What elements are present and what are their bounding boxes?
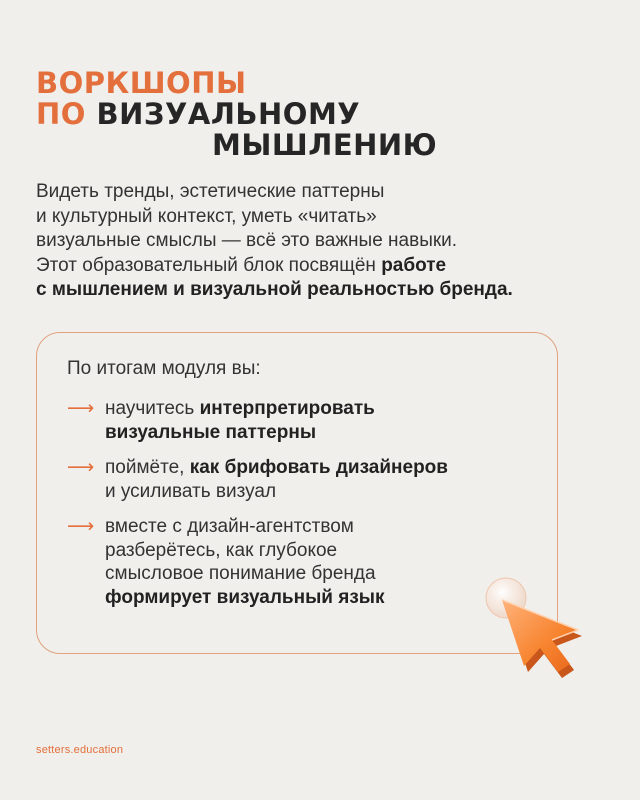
outcomes-heading: По итогам модуля вы: xyxy=(67,358,261,379)
arrow-right-icon: ⟶ xyxy=(67,457,95,478)
bullet-line xyxy=(105,421,537,445)
title-line-3: МЫШЛЕНИЮ xyxy=(212,128,438,162)
bullet-line: и усиливать визуал xyxy=(105,480,277,502)
outcomes-list xyxy=(67,397,537,621)
intro-text: Этот образовательный блок посвящён xyxy=(36,254,376,276)
title-word-po: ПО xyxy=(36,97,86,131)
intro-emphasis: работе xyxy=(381,254,447,276)
bullet-line: разберётесь, как глубокое xyxy=(105,539,338,561)
list-item xyxy=(67,515,537,609)
title-word-workshops: ВОРКШОПЫ xyxy=(36,66,247,100)
bullet-text: поймёте, xyxy=(105,457,185,478)
bullet-text: научитесь xyxy=(105,398,195,419)
title-word-visual: ВИЗУАЛЬНОМУ xyxy=(96,97,361,131)
bullet-line: смысловое понимание бренда xyxy=(105,563,376,584)
page-title xyxy=(36,68,556,161)
arrow-right-icon: ⟶ xyxy=(67,516,95,537)
intro-line: Видеть тренды, эстетические паттерны xyxy=(36,181,385,202)
title-line-2 xyxy=(36,99,556,130)
list-item xyxy=(67,397,537,444)
intro-paragraph xyxy=(36,180,596,303)
bullet-emphasis: интерпретировать xyxy=(199,398,375,419)
footer-site-link[interactable]: setters.education xyxy=(36,744,124,756)
intro-emphasis: с мышлением и визуальной реальностью бренда. xyxy=(36,279,513,300)
intro-line: визуальные смыслы — всё это важные навыки. xyxy=(36,230,458,251)
intro-line xyxy=(36,278,596,303)
intro-line xyxy=(36,254,596,279)
list-item xyxy=(67,456,537,503)
bullet-emphasis: формирует визуальный язык xyxy=(105,586,385,608)
cursor-arrow-icon xyxy=(470,568,600,688)
bullet-emphasis: визуальные паттерны xyxy=(105,421,317,443)
bullet-line xyxy=(105,397,537,421)
title-line-1 xyxy=(36,68,556,99)
intro-line: и культурный контекст, уметь «читать» xyxy=(36,205,377,227)
arrow-right-icon: ⟶ xyxy=(67,398,95,419)
bullet-emphasis: как брифовать дизайнеров xyxy=(189,457,448,478)
bullet-line: вместе с дизайн-агентством xyxy=(105,516,354,537)
bullet-line xyxy=(105,456,537,480)
